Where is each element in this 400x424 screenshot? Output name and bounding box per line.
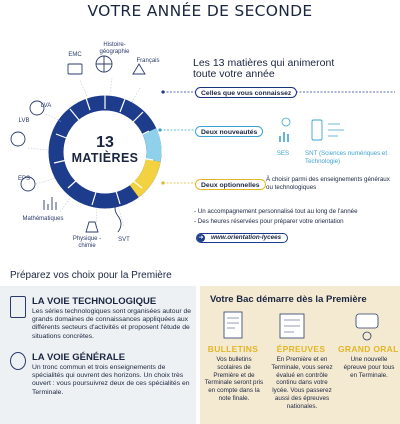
generale-icon <box>10 352 26 370</box>
pill-known: Celles que vous connaissez <box>195 87 297 98</box>
bulletins-text: Vos bulletins scolaires de Première et de Terminale seront pris en compte dans la note finale. <box>204 356 264 402</box>
francais-icon <box>133 64 145 74</box>
bulletins-title: BULLETINS <box>207 344 259 354</box>
techno-text: Les séries technologiques sont organisées autour de grands domaines de connaissances appliquées aux différents secteurs d'activités et proposent l'étude de situations concrètes. <box>32 308 192 340</box>
wheel-ring-new <box>150 131 154 160</box>
pill-new: Deux nouveautés <box>195 126 263 137</box>
page-title: VOTRE ANNÉE DE SECONDE <box>87 2 313 20</box>
maths-icon <box>44 197 56 210</box>
bullet-orientation: - Des heures réservées pour préparer votre orientation <box>194 218 344 225</box>
tagline-line-1: Les 13 matières qui animeront <box>193 57 335 69</box>
oral-text: Une nouvelle épreuve pour tous en Terminale. <box>343 356 395 379</box>
label-maths: Mathématiques <box>22 216 64 222</box>
tagline-line-2: toute votre année <box>193 68 275 80</box>
link-arrow-icon: ➜ <box>198 235 204 241</box>
label-histoire: Histoire-géographie <box>99 42 130 55</box>
techno-title: LA VOIE TECHNOLOGIQUE <box>32 296 157 307</box>
techno-icon <box>10 296 26 318</box>
lvb-icon <box>11 132 25 146</box>
epreuves-title: ÉPREUVES <box>276 344 326 354</box>
bac-icons <box>200 308 400 344</box>
snt-phone-icon <box>312 120 322 140</box>
label-emc: EMC <box>68 52 82 58</box>
bulletin-icon <box>224 312 242 338</box>
wheel-count: 13 <box>96 134 114 151</box>
ses-snt-icons <box>272 116 362 144</box>
label-snt: SNT (Sciences numériques et Technologie) <box>305 150 388 165</box>
bullet-accompagnement: - Un accompagnement personnalisé tout au long de l'année <box>194 208 358 215</box>
flask-icon <box>86 222 98 232</box>
generale-text: Un tronc commun et trois enseignements de spécialités qui ouvrent des horizons. Un choix très ouvert : vous poursuivrez deux de ces spécialités en Terminale. <box>32 364 190 396</box>
choices-heading: Préparez vos choix pour la Première <box>10 270 172 281</box>
oral-icon <box>356 314 378 328</box>
snt-www-icon <box>328 124 344 136</box>
bac-heading: Votre Bac démarre dès la Première <box>210 294 367 305</box>
pill-options: Deux optionnelles <box>195 179 266 190</box>
orientation-link[interactable]: www.orientation-lycees <box>196 233 288 243</box>
label-francais: Français <box>136 58 160 64</box>
generale-title: LA VOIE GÉNÉRALE <box>32 352 126 363</box>
label-physique: Physique -chimie <box>72 236 102 249</box>
label-eps: EPS <box>17 176 30 182</box>
wheel-word: MATIÈRES <box>71 151 139 165</box>
label-svt: SVT <box>118 237 130 243</box>
ses-icon <box>280 132 288 142</box>
oral-title: GRAND ORAL <box>338 344 399 354</box>
epreuves-text: En Première et en Terminale, vous serez évalué en contrôle continu dans votre lycée. Vous passerez aussi des épreuves nationales. <box>271 356 333 410</box>
label-lvb: LVB <box>18 118 30 124</box>
emc-icon <box>68 64 82 74</box>
options-text: À choisir parmi des enseignements généraux ou technologiques <box>266 176 390 191</box>
label-lva: LVA <box>40 103 52 109</box>
label-ses: SES <box>276 150 290 157</box>
